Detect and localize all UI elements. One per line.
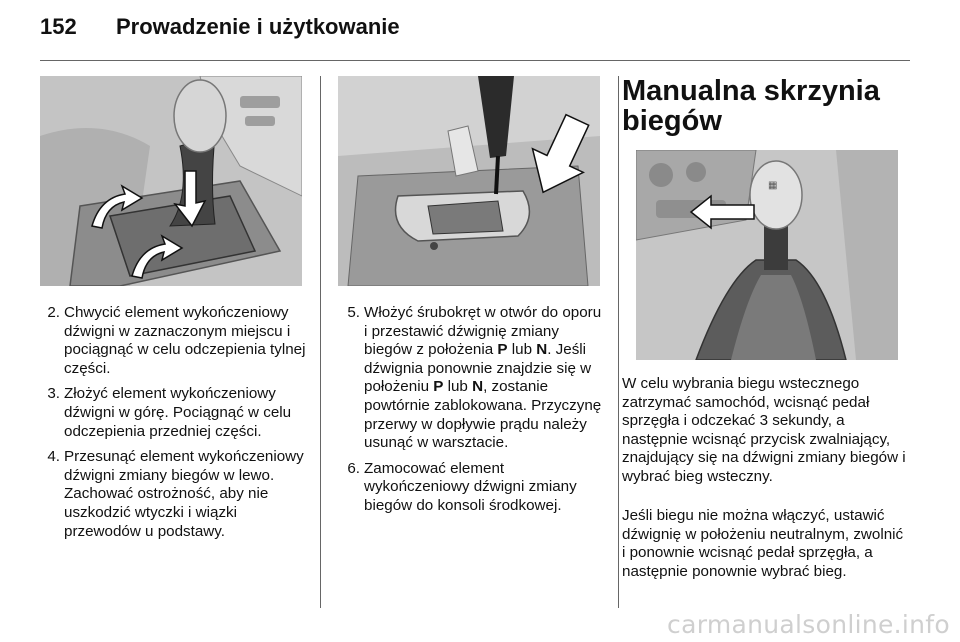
column-divider-left bbox=[320, 76, 321, 608]
step-number: 3. bbox=[47, 385, 60, 403]
step-text: Włożyć śrubokręt w otwór do oporu i przestawić dźwignię zmiany biegów z położenia P lub N. Jeśli dźwignia ponownie znajdzie się w położeniu P lub N, zostanie powtórnie zablokowana. Przyczynę przerwy w dopływie prądu należy usunąć w warsztacie. bbox=[364, 304, 602, 452]
page-header bbox=[40, 14, 910, 54]
steps-list-middle bbox=[340, 304, 608, 523]
list-item bbox=[340, 304, 608, 453]
step-number: 6. bbox=[347, 459, 360, 477]
step-text: Złożyć element wykończeniowy dźwigni w górę. Pociągnąć w celu odczepienia przedniej części. bbox=[64, 385, 292, 440]
position-n: N bbox=[536, 341, 548, 359]
figure-screwdriver-release bbox=[338, 76, 600, 286]
gear-retry-paragraph: Jeśli biegu nie można włączyć, ustawić dźwignię w położeniu neutralnym, zwolnić i ponownie wcisnąć pedał sprzęgła, a następnie ponownie wybrać bieg. bbox=[622, 507, 904, 580]
svg-text:▦: ▦ bbox=[768, 180, 778, 191]
figure-manual-gear-lever bbox=[636, 150, 898, 360]
step-text: Chwycić element wykończeniowy dźwigni w zaznaczonym miejscu i pociągnąć w celu odczepienia tylnej części. bbox=[64, 304, 306, 377]
section-heading: Manualna skrzynia biegów bbox=[622, 75, 880, 137]
steps-list-left bbox=[40, 304, 308, 548]
list-item bbox=[340, 460, 608, 516]
figure-shifter-trim bbox=[40, 76, 302, 286]
step-number: 4. bbox=[47, 448, 60, 466]
reverse-gear-paragraph: W celu wybrania biegu wstecznego zatrzymać samochód, wcisnąć pedał sprzęgła i odczekać 3 sekundy, a następnie wcisnąć przycisk zwalniający, znajdujący się na dźwigni zmiany biegów i wybrać bieg wsteczny. bbox=[622, 375, 906, 485]
section-title: Prowadzenie i użytkowanie bbox=[116, 14, 400, 39]
header-rule bbox=[40, 60, 910, 61]
list-item bbox=[40, 385, 308, 441]
position-n: N bbox=[472, 378, 484, 396]
step-text: Przesunąć element wykończeniowy dźwigni zmiany biegów w lewo. Zachować ostrożność, aby nie uszkodzić wtyczki i wiązki przewodów u podstawy. bbox=[64, 448, 304, 540]
step-number: 2. bbox=[47, 304, 60, 321]
watermark: carmanualsonline.info bbox=[667, 610, 950, 639]
step-text: Zamocować element wykończeniowy dźwigni zmiany biegów do konsoli środkowej. bbox=[364, 459, 577, 514]
list-item bbox=[40, 448, 308, 541]
page-number: 152 bbox=[40, 14, 77, 39]
list-item bbox=[40, 304, 308, 378]
position-p: P bbox=[497, 341, 508, 359]
position-p: P bbox=[433, 378, 444, 396]
step-number: 5. bbox=[347, 304, 360, 321]
column-divider-right bbox=[618, 76, 619, 608]
